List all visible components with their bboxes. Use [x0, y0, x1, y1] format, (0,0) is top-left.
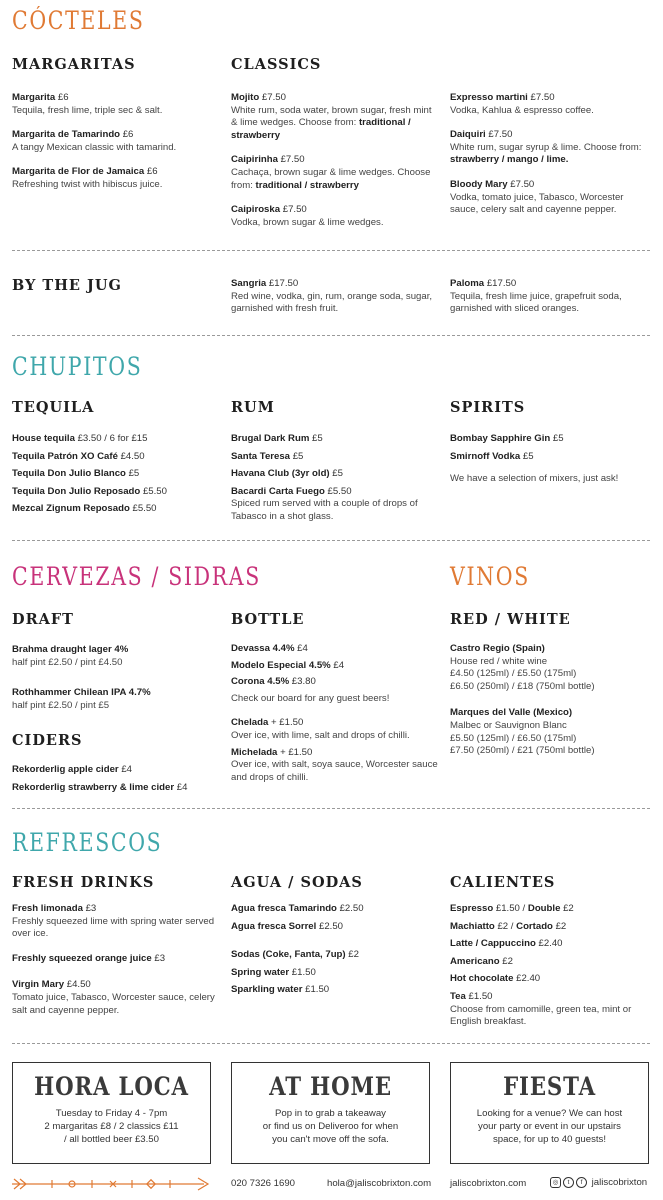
- jug-item-paloma: Paloma £17.50 Tequila, fresh lime juice, grapefruit soda, garnished with sliced oranges.: [450, 278, 622, 315]
- category-red-white: RED / WHITE: [450, 611, 571, 628]
- dashed-divider: [12, 808, 650, 809]
- menu-item: Agua fresca Sorrel £2.50: [231, 920, 344, 932]
- menu-item: Brahma draught lager 4% half pint £2.50 / pint £4.50: [12, 644, 129, 668]
- promo-title: HORA LOCA: [34, 1072, 189, 1101]
- category-by-the-jug: BY THE JUG: [12, 277, 122, 294]
- promo-box-hora-loca: [12, 1062, 211, 1164]
- footer-social: [550, 1177, 647, 1188]
- menu-item: Freshly squeezed orange juice £3: [12, 952, 166, 964]
- menu-item: Hot chocolate £2.40: [450, 973, 541, 985]
- category-spirits: SPIRITS: [450, 399, 526, 416]
- wine-list: [450, 643, 655, 770]
- classics-list-2: [450, 92, 650, 229]
- promo-text: Looking for a venue? We can host your party or event in our upstairs space, for up to 40 guests!: [476, 1108, 623, 1145]
- menu-item: Tequila Don Julio Reposado £5.50: [12, 485, 167, 497]
- rum-list: [231, 433, 436, 529]
- category-classics: CLASSICS: [231, 56, 322, 73]
- menu-item: Mezcal Zignum Reposado £5.50: [12, 503, 157, 515]
- menu-item: House tequila £3.50 / 6 for £15: [12, 433, 148, 444]
- category-rum: RUM: [231, 399, 275, 416]
- menu-item: Latte / Cappuccino £2.40: [450, 938, 563, 950]
- menu-item: Margarita de Tamarindo £6 A tangy Mexican classic with tamarind.: [12, 129, 177, 153]
- classics-list-1: [231, 92, 436, 241]
- menu-item: Corona 4.5% £3.80: [231, 676, 316, 688]
- category-bottle: BOTTLE: [231, 611, 305, 628]
- promo-text: Tuesday to Friday 4 - 7pm 2 margaritas £8 / 2 classics £11 / all bottled beer £3.50: [44, 1108, 179, 1145]
- menu-item: Modelo Especial 4.5% £4: [231, 659, 345, 671]
- jug-item-sangria: Sangria £17.50 Red wine, vodka, gin, rum, orange soda, sugar, garnished with fresh fruit.: [231, 278, 433, 315]
- menu-item: Espresso £1.50 / Double £2: [450, 903, 574, 914]
- menu-item: Machiatto £2 / Cortado £2: [450, 920, 567, 932]
- dashed-divider: [12, 540, 650, 541]
- agua-sodas-list: [231, 903, 441, 1002]
- mixers-note: We have a selection of mixers, just ask!: [450, 473, 619, 485]
- category-tequila: TEQUILA: [12, 399, 95, 416]
- menu-item: Margarita £6 Tequila, fresh lime, triple sec & salt.: [12, 92, 163, 116]
- menu-item: Devassa 4.4% £4: [231, 643, 308, 654]
- menu-item: Agua fresca Tamarindo £2.50: [231, 903, 364, 914]
- draft-list: [12, 644, 222, 724]
- menu-item: Bloody Mary £7.50 Vodka, tomato juice, Tabasco, Worcester sauce, celery salt and cayenne pepper.: [450, 178, 624, 216]
- section-title-chupitos: CHUPITOS: [12, 352, 143, 381]
- footer-website[interactable]: jaliscobrixton.com: [450, 1178, 527, 1189]
- menu-item: Caipirinha £7.50 Cachaça, brown sugar & lime wedges. Choose from: traditional / strawberry: [231, 154, 431, 191]
- menu-item: Tequila Don Julio Blanco £5: [12, 468, 140, 480]
- menu-item: Michelada + £1.50 Over ice, with salt, soya sauce, Worcester sauce and drops of chilli.: [231, 746, 438, 783]
- category-fresh-drinks: FRESH DRINKS: [12, 874, 155, 891]
- promo-box-at-home: [231, 1062, 430, 1164]
- menu-item: Chelada + £1.50 Over ice, with lime, salt and drops of chilli.: [231, 717, 410, 741]
- spirits-list: [450, 433, 650, 486]
- social-handle[interactable]: jaliscobrixton: [591, 1177, 648, 1189]
- category-ciders: CIDERS: [12, 732, 83, 749]
- menu-item: Caipiroska £7.50 Vodka, brown sugar & lime wedges.: [231, 204, 384, 228]
- bottle-list: [231, 643, 441, 789]
- menu-item: Tequila Patrón XO Café £4.50: [12, 450, 145, 462]
- menu-item: Rekorderlig strawberry & lime cider £4: [12, 781, 188, 793]
- menu-item: Bacardi Carta Fuego £5.50 Spiced rum served with a couple of drops of Tabasco in a shot glass.: [231, 485, 418, 522]
- menu-item: Mojito £7.50 White rum, soda water, brown sugar, fresh mint & lime wedges. Choose from: traditional / strawberry: [231, 92, 432, 141]
- menu-item: Americano £2: [450, 955, 513, 967]
- menu-item: Sodas (Coke, Fanta, 7up) £2: [231, 949, 359, 961]
- calientes-list: [450, 903, 650, 1034]
- category-agua-sodas: AGUA / SODAS: [231, 874, 363, 891]
- promo-box-fiesta: [450, 1062, 649, 1164]
- promo-title: FIESTA: [503, 1072, 596, 1101]
- tequila-list: [12, 433, 222, 521]
- menu-item: Expresso martini £7.50 Vodka, Kahlua & espresso coffee.: [450, 92, 594, 116]
- dashed-divider: [12, 250, 650, 251]
- instagram-icon[interactable]: ◎: [550, 1177, 561, 1188]
- menu-item: Rekorderlig apple cider £4: [12, 764, 132, 775]
- dashed-divider: [12, 1043, 650, 1044]
- dashed-divider: [12, 335, 650, 336]
- menu-item: Virgin Mary £4.50 Tomato juice, Tabasco, Worcester sauce, celery salt and cayenne pepper.: [12, 979, 215, 1016]
- menu-item: Santa Teresa £5: [231, 450, 304, 462]
- promo-title: AT HOME: [269, 1072, 392, 1101]
- menu-item: Smirnoff Vodka £5: [450, 450, 534, 462]
- category-draft: DRAFT: [12, 611, 74, 628]
- section-title-refrescos: REFRESCOS: [12, 828, 163, 857]
- menu-item: Castro Regio (Spain) House red / white wine £4.50 (125ml) / £5.50 (175ml) £6.50 (250ml) / £18 (750ml bottle): [450, 643, 595, 692]
- menu-item: Sparkling water £1.50: [231, 984, 330, 996]
- section-title-vinos: VINOS: [450, 562, 530, 591]
- menu-item: Brugal Dark Rum £5: [231, 433, 323, 444]
- menu-item: Tea £1.50 Choose from camomille, green tea, mint or English breakfast.: [450, 990, 632, 1028]
- menu-item: Spring water £1.50: [231, 966, 316, 978]
- menu-item: Margarita de Flor de Jamaica £6 Refreshing twist with hibiscus juice.: [12, 166, 163, 190]
- ciders-list: [12, 764, 227, 799]
- menu-item: Bombay Sapphire Gin £5: [450, 433, 564, 444]
- fresh-drinks-list: [12, 903, 222, 1029]
- footer-email[interactable]: hola@jaliscobrixton.com: [327, 1178, 432, 1189]
- menu-item: Havana Club (3yr old) £5: [231, 468, 343, 480]
- category-calientes: CALIENTES: [450, 874, 556, 891]
- promo-text: Pop in to grab a takeaway or find us on Deliveroo for when you can't move off the sofa.: [262, 1108, 399, 1145]
- footer-phone[interactable]: 020 7326 1690: [231, 1178, 296, 1189]
- twitter-icon[interactable]: t: [563, 1177, 574, 1188]
- menu-item: Rothhammer Chilean IPA 4.7% half pint £2.50 / pint £5: [12, 687, 151, 711]
- section-title-cervezas: CERVEZAS / SIDRAS: [12, 562, 261, 591]
- menu-item: Fresh limonada £3 Freshly squeezed lime with spring water served over ice.: [12, 903, 215, 940]
- category-margaritas: MARGARITAS: [12, 56, 136, 73]
- menu-item: Daiquiri £7.50 White rum, sugar syrup & lime. Choose from: strawberry / mango / lime.: [450, 129, 642, 166]
- margaritas-list: [12, 92, 222, 204]
- section-title-cocteles: CÓCTELES: [12, 6, 145, 35]
- guest-beers-note: Check our board for any guest beers!: [231, 692, 390, 704]
- decorative-arrow-icon: [12, 1176, 212, 1192]
- menu-item: Marques del Valle (Mexico) Malbec or Sauvignon Blanc £5.50 (125ml) / £6.50 (175ml) £7.50 (250ml) / £21 (750ml bottle): [450, 707, 595, 757]
- facebook-icon[interactable]: f: [576, 1177, 587, 1188]
